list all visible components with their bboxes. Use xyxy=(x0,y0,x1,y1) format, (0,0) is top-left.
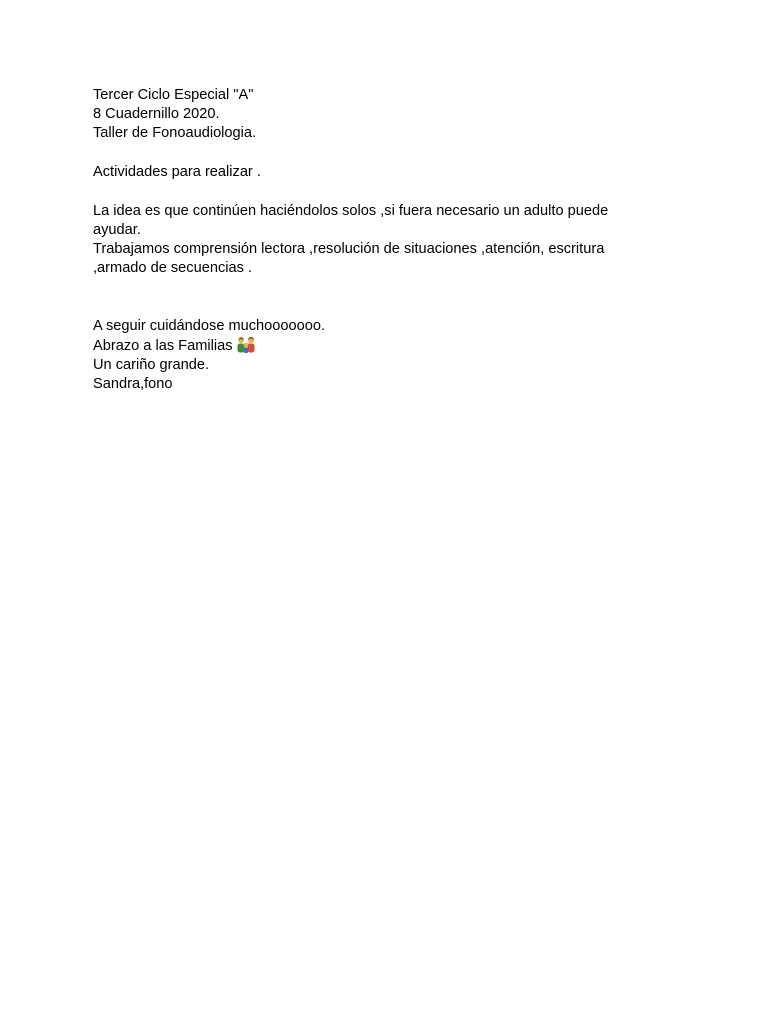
spacer xyxy=(93,143,693,163)
closing-line-3: Un cariño grande. xyxy=(93,357,210,373)
header-line-1: Tercer Ciclo Especial "A" xyxy=(93,87,254,103)
header-line-2: 8 Cuadernillo 2020. xyxy=(93,106,220,122)
intro-line: Actividades para realizar . xyxy=(93,164,261,180)
document-page xyxy=(93,86,693,394)
closing-line-1: A seguir cuidándose muchooooooo. xyxy=(93,318,326,334)
body-paragraph-2: Trabajamos comprensión lectora ,resolución de situaciones ,atención, escritura ,armado de secuencias . xyxy=(93,241,605,276)
signature: Sandra,fono xyxy=(93,376,173,392)
closing-line-2-text: Abrazo a las Familias xyxy=(93,338,233,354)
spacer xyxy=(93,278,693,317)
body-paragraph-1: La idea es que continúen haciéndolos solos ,si fuera necesario un adulto puede ayudar. xyxy=(93,203,609,238)
header-line-3: Taller de Fonoaudiologia. xyxy=(93,125,257,141)
spacer xyxy=(93,182,693,202)
closing-line-2 xyxy=(93,336,693,356)
family-emoji-icon xyxy=(236,336,256,353)
